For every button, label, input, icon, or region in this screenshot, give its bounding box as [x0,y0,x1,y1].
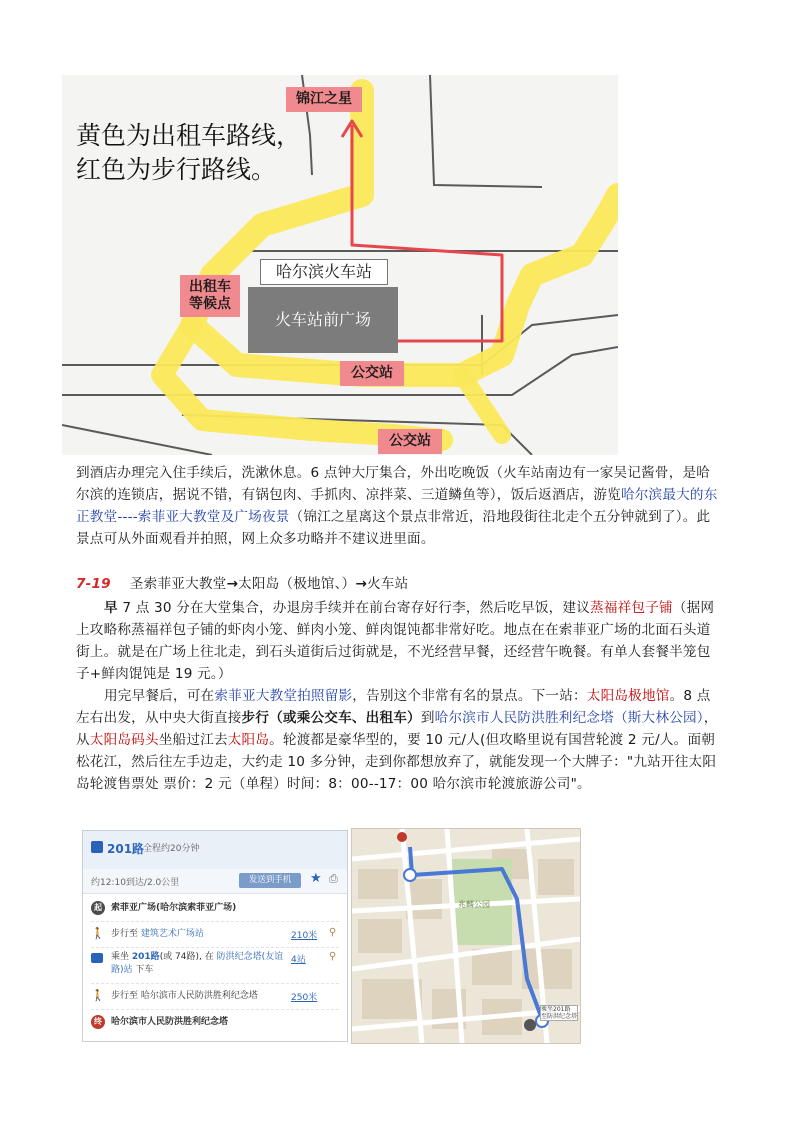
walk-icon: 🚶 [91,927,105,940]
step1-destination[interactable]: 建筑艺术广场站 [140,929,204,939]
link-cathedral-night[interactable]: 哈尔滨最大的东正教堂----索菲亚大教堂及广场夜景 [76,487,718,525]
pin-icon[interactable]: ⚲ [329,951,337,962]
link-baozi-shop[interactable]: 蒸福祥包子铺 [590,600,673,616]
step2-stop[interactable]: 防洪纪念塔(友谊路)站 [111,952,284,975]
text: 到酒店办理完入住手续后，洗漱休息。6 点钟大厅集合，外出吃晚饭（火车站南边有一家吴记酱骨，是哈尔滨的连锁店，据说不错，有锅包肉、手抓肉、凉拌菜、三道鳞鱼等），饭后返酒店，游览 [76,465,711,503]
day-heading [76,573,722,595]
link-polarland[interactable]: 太阳岛极地馆 [586,688,670,704]
station-area-map [62,75,618,455]
location-pin-icon[interactable] [397,832,407,842]
step1-text [111,928,204,941]
start-marker-icon[interactable] [404,869,416,881]
bus-route-panel [82,830,348,1042]
day-date: 7-19 [76,576,111,592]
route-summary: 约12:10到达/2.0公里 [91,878,180,888]
link-flood-tower[interactable]: 哈尔滨市人民防洪胜利纪念塔（斯大林公园） [434,710,704,726]
route-stop-3: 火车站 [366,576,409,592]
text: 下车 [135,965,154,975]
link-sun-island[interactable]: 太阳岛 [227,732,270,748]
route-stop-2: 太阳岛（极地馆、） [238,576,356,592]
link-pier[interactable]: 太阳岛码头 [89,732,159,748]
route-summary-bar [83,869,347,894]
map-legend [76,119,301,187]
send-to-phone-button[interactable]: 发送到手机 [239,873,301,888]
text: 步行至 [111,929,139,939]
start-text [111,902,236,915]
paragraph-evening [76,462,722,550]
step3-text [111,990,258,1003]
text: (或 74路), 在 [159,952,214,962]
destination-pin-icon[interactable] [524,1019,536,1031]
link-cathedral-photo[interactable]: 索菲亚大教堂拍照留影 [214,688,353,704]
start-name: 索菲亚广场(哈尔滨索菲亚广场) [111,903,237,913]
text: （据网上攻略称蒸福祥包子铺的虾肉小笼、鲜肉小笼、鲜肉馄饨都非常好吃。地点在在索菲亚广场的北面石头道街上。就是在广场上往北走，到石头道街后过街就是，不光经营早餐，还经营午晚餐。有单人套餐半笼包子+鲜肉馄饨是 19 元。） [76,600,715,682]
route-stop-1: 圣索菲亚大教堂 [129,576,227,592]
park-label: 兆麟公园 [458,900,490,909]
bold-transport: 步行（或乘公交车、出租车） [241,710,421,726]
divider [91,1009,339,1010]
end-badge-icon: 终 [91,1015,105,1029]
legend-line-2: 红色为步行路线。 [76,155,277,184]
print-icon[interactable]: ⎙ [329,872,338,885]
paragraph-sun-island [76,685,722,795]
pin-icon[interactable]: ⚲ [329,927,337,938]
step2-stop-count[interactable]: 4站 [291,955,306,965]
route-duration: 全程约20分钟 [143,844,200,854]
route-header [83,831,347,870]
text: ，从 [76,710,718,748]
route-line-number[interactable]: 201路 [107,842,145,856]
text: 。8 点左右出发，从中央大街直接 [76,688,711,726]
star-icon[interactable]: ★ [310,871,322,886]
text: 到 [420,710,435,726]
text: 步行至 [111,991,139,1001]
end-name: 哈尔滨市人民防洪胜利纪念塔 [111,1017,229,1027]
station-label: 哈尔滨火车站 [260,259,388,285]
arrow-icon: → [355,576,367,592]
legend-line-1: 黄色为出租车路线， [76,121,302,150]
lead-word: 早 [104,600,118,616]
step2-text [111,951,287,977]
step1-distance[interactable]: 210米 [291,931,318,941]
bus-stop-tag-2: 公交站 [378,429,442,454]
text: 。轮渡都是豪华型的，要 10 元/人(但攻略里说有国营轮渡 2 元/人。面朝松花江，然后往左手边走，大约走 10 多分钟，走到你都想放弃了，就能发现一个大牌子："九站开往太阳岛轮渡售票处 票价：2 元（单程）时间：8：00--17：00 哈尔滨市轮渡旅游公司"。 [76,732,717,792]
step2-line[interactable]: 201路 [131,952,160,962]
stop-callout: 乘坐201路 至防洪纪念塔 [541,1006,578,1020]
divider [91,983,339,984]
start-badge-icon: 起 [91,901,105,915]
text: （锦江之星离这个景点非常近，沿地段街往北走个五分钟就到了）。此景点可从外面观看并拍照，网上众多功略并不建议进里面。 [76,509,711,547]
bus-icon [91,841,103,853]
taxi-waiting-tag: 出租车 等候点 [180,275,240,317]
step3-distance[interactable]: 250米 [291,993,318,1003]
bus-icon [91,953,103,963]
text: 坐船过江去 [158,732,228,748]
walk-icon: 🚶 [91,989,105,1002]
end-text [111,1016,228,1029]
paragraph-breakfast [76,597,722,685]
text: 7 点 30 分在大堂集合，办退房手续并在前台寄存好行李，然后吃早饭，建议 [117,600,591,616]
divider [91,947,339,948]
step3-destination: 哈尔滨市人民防洪胜利纪念塔 [140,991,258,1001]
text: 乘坐 [111,952,130,962]
arrow-icon: → [226,576,239,592]
bus-stop-tag-1: 公交站 [340,361,404,386]
route-street-map[interactable] [351,828,581,1044]
hotel-tag: 锦江之星 [286,87,362,112]
text: ，告别这个非常有名的景点。下一站： [352,688,587,704]
text: 用完早餐后，可在 [104,688,215,704]
station-square: 火车站前广场 [248,287,398,353]
divider [91,921,339,922]
